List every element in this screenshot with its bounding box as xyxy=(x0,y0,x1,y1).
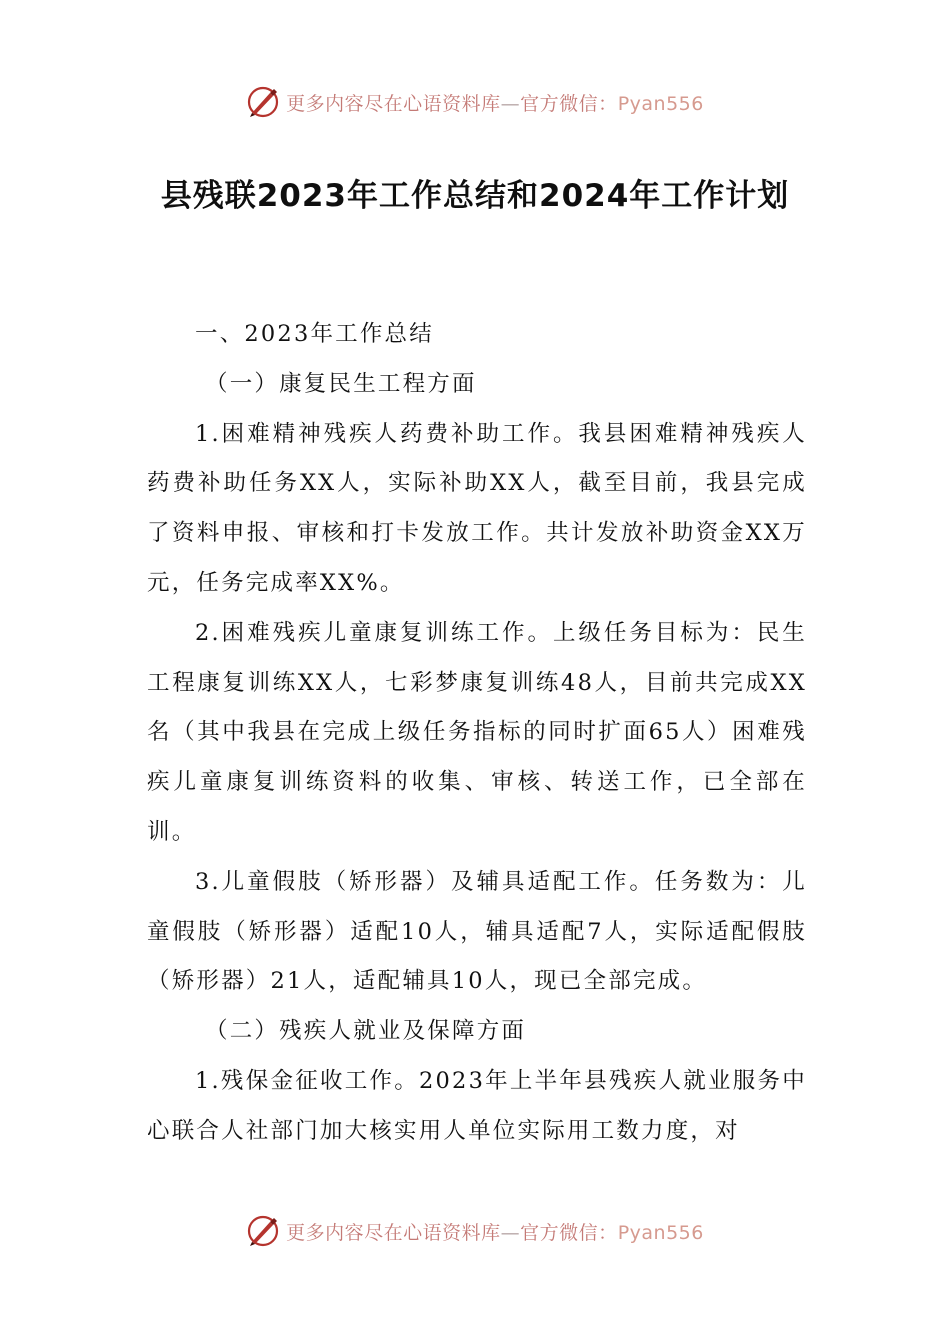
paragraph: 2.困难残疾儿童康复训练工作。上级任务目标为：民生工程康复训练XX人，七彩梦康复训练48人，目前共完成XX名（其中我县在完成上级任务指标的同时扩面65人）困难残疾儿童康复训练资料的收集、审核、转送工作，已全部在训。 xyxy=(147,619,807,845)
document-title: 县残联2023年工作总结和2024年工作计划 xyxy=(160,178,790,214)
subsection-heading: （一）康复民生工程方面 xyxy=(205,370,477,397)
watermark-main: 更多内容尽在心语资料库 xyxy=(286,92,501,115)
subsection-heading: （二）残疾人就业及保障方面 xyxy=(205,1018,527,1045)
watermark-dash: — xyxy=(500,1221,521,1244)
watermark-main: 更多内容尽在心语资料库 xyxy=(286,1221,501,1244)
watermark-text xyxy=(286,1218,704,1245)
pen-logo-icon xyxy=(246,85,280,119)
watermark-suffix: 官方微信： xyxy=(520,92,618,115)
watermark-id: Pyan556 xyxy=(617,92,704,115)
watermark-id: Pyan556 xyxy=(617,1221,704,1244)
paragraph: 1.困难精神残疾人药费补助工作。我县困难精神残疾人药费补助任务XX人，实际补助XX人，截至目前，我县完成了资料申报、审核和打卡发放工作。共计发放补助资金XX万元，任务完成率XX%。 xyxy=(147,420,807,596)
section-heading: 一、2023年工作总结 xyxy=(195,321,434,347)
pen-logo-icon xyxy=(246,1214,280,1248)
watermark-footer xyxy=(0,1211,950,1251)
watermark-dash: — xyxy=(500,92,521,115)
document-body xyxy=(147,310,807,1157)
watermark-text xyxy=(286,89,704,116)
watermark-header xyxy=(0,82,950,122)
paragraph: 1.残保金征收工作。2023年上半年县残疾人就业服务中心联合人社部门加大核实用人单位实际用工数力度，对 xyxy=(147,1067,807,1144)
watermark-suffix: 官方微信： xyxy=(520,1221,618,1244)
paragraph: 3.儿童假肢（矫形器）及辅具适配工作。任务数为：儿童假肢（矫形器）适配10人，辅具适配7人，实际适配假肢（矫形器）21人，适配辅具10人，现已全部完成。 xyxy=(147,868,807,995)
